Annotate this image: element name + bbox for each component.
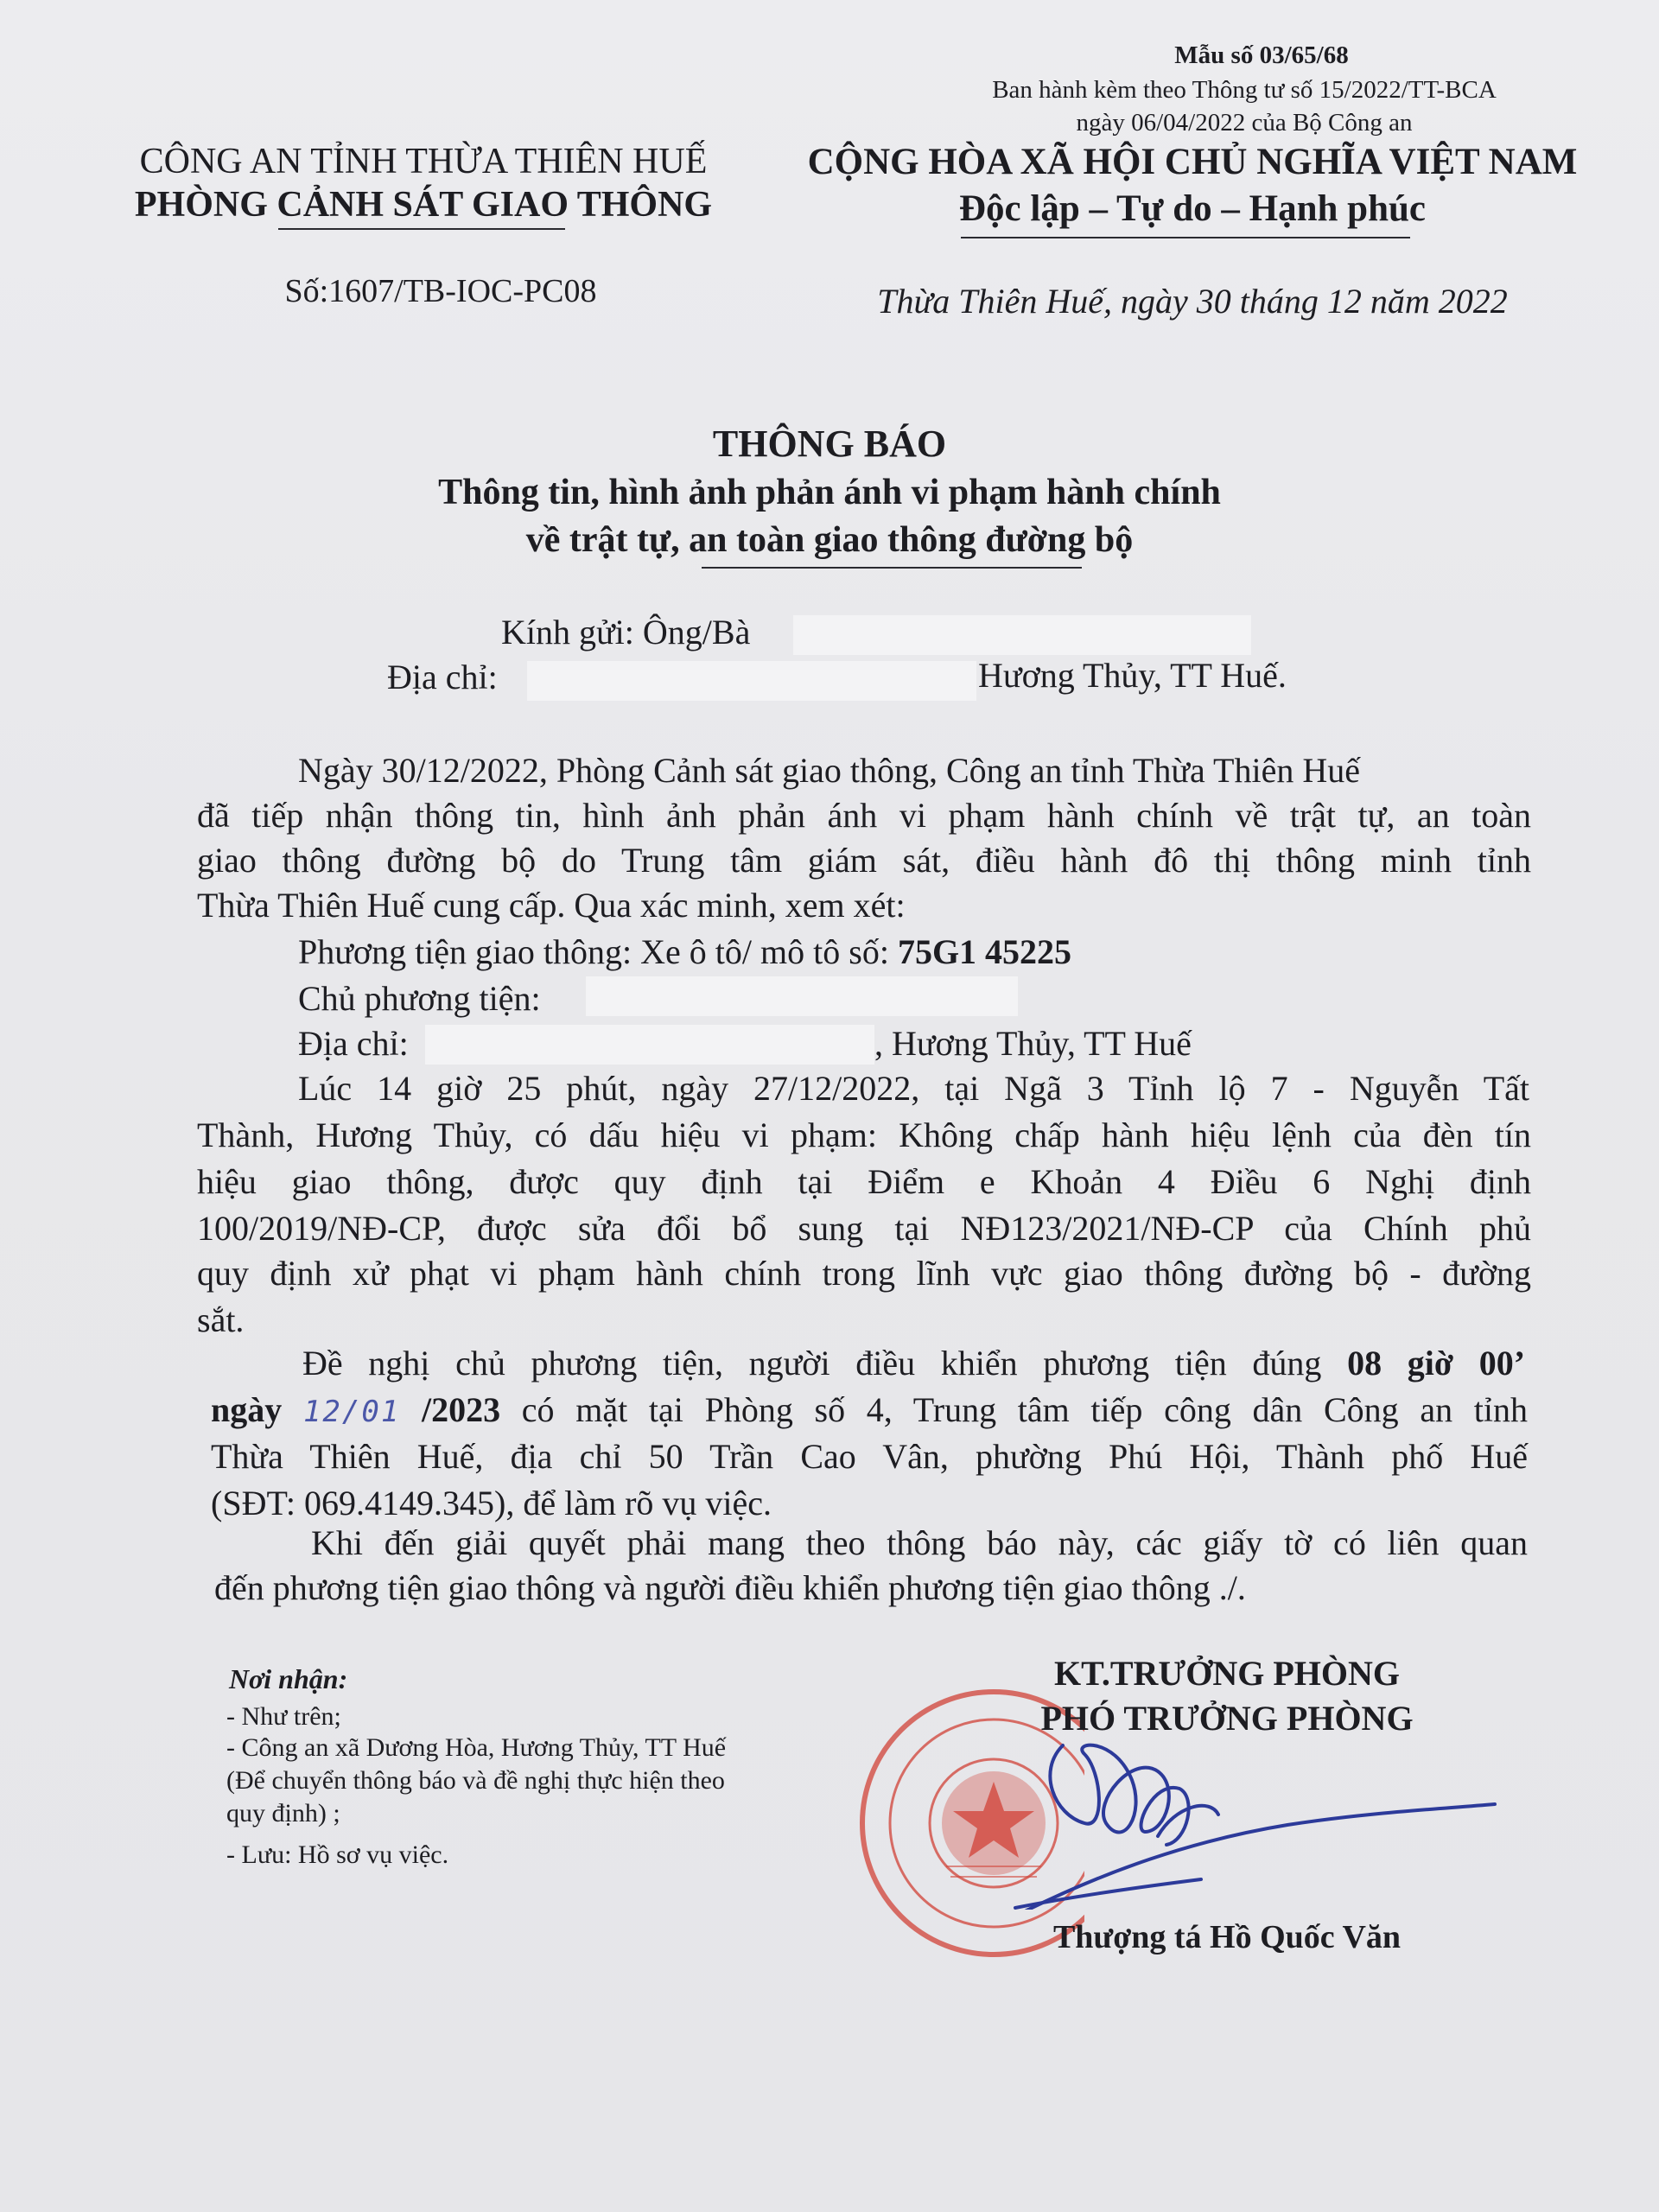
recipient-address-label: Địa chỉ:	[387, 658, 498, 696]
recipients-label: Nơi nhận:	[229, 1663, 348, 1694]
handwritten-appointment-date: 12/01	[302, 1395, 401, 1429]
document-number: Số:1607/TB-IOC-PC08	[284, 273, 597, 309]
document-title: THÔNG BÁO	[712, 423, 947, 465]
paragraph2-line3: hiệu giao thông, được quy định tại Điểm e Khoản 4 Điều 6 Nghị định	[197, 1162, 1531, 1201]
paragraph4-line1: Khi đến giải quyết phải mang theo thông báo này, các giấy tờ có liên quan	[311, 1523, 1528, 1562]
paragraph3-line4: (SĐT: 069.4149.345), để làm rõ vụ việc.	[211, 1484, 772, 1522]
motto-underline	[961, 237, 1410, 238]
document-subtitle-line1: Thông tin, hình ảnh phản ánh vi phạm hành chính	[438, 473, 1221, 512]
paragraph3-line1	[302, 1343, 1525, 1383]
appointment-place: có mặt tại Phòng số 4, Trung tâm tiếp công dân Công an tỉnh	[521, 1390, 1529, 1429]
paragraph3-request: Đề nghị chủ phương tiện, người điều khiển phương tiện đúng	[302, 1344, 1322, 1382]
vehicle-line	[298, 931, 1071, 972]
recipients-item: quy định) ;	[226, 1799, 340, 1827]
paragraph1-line1: Ngày 30/12/2022, Phòng Cảnh sát giao thông, Công an tỉnh Thừa Thiên Huế	[298, 751, 1360, 790]
document-subtitle-line2: về trật tự, an toàn giao thông đường bộ	[525, 520, 1134, 560]
signature-title-line1: KT.TRƯỞNG PHÒNG	[1054, 1654, 1400, 1693]
recipient-address-tail: Hương Thủy, TT Huế.	[978, 656, 1287, 695]
redacted-recipient-address	[527, 661, 976, 701]
vehicle-plate: 75G1 45225	[897, 932, 1072, 971]
paragraph1-line3: giao thông đường bộ do Trung tâm giám sát, điều hành đô thị thông minh tỉnh	[197, 841, 1531, 880]
owner-label: Chủ phương tiện:	[298, 979, 541, 1018]
signature-title-line2: PHÓ TRƯỞNG PHÒNG	[1040, 1699, 1414, 1738]
signer-name: Thượng tá Hồ Quốc Văn	[1052, 1919, 1402, 1955]
paragraph1-line2: đã tiếp nhận thông tin, hình ảnh phản ánh vi phạm hành chính về trật tự, an toàn	[197, 796, 1531, 835]
recipient-greeting: Kính gửi: Ông/Bà	[501, 613, 751, 652]
paragraph3-line2	[211, 1389, 1528, 1430]
owner-address-tail: , Hương Thủy, TT Huế	[874, 1024, 1192, 1063]
paragraph2-line6: sắt.	[197, 1300, 245, 1339]
redacted-recipient-name	[793, 615, 1251, 655]
issued-with-line1: Ban hành kèm theo Thông tư số 15/2022/TT-BCA	[992, 76, 1497, 104]
subtitle-underline	[702, 567, 1082, 569]
redacted-owner-name	[586, 976, 1018, 1016]
handwritten-signature-graphic	[1002, 1719, 1521, 1910]
recipients-item: (Để chuyển thông báo và đề nghị thực hiện theo	[226, 1766, 725, 1795]
form-number: Mẫu số 03/65/68	[1174, 41, 1349, 69]
owner-address-label: Địa chỉ:	[298, 1024, 409, 1063]
appointment-day-label: ngày	[211, 1390, 283, 1429]
recipients-item: - Lưu: Hồ sơ vụ việc.	[226, 1840, 449, 1869]
agency-name: CÔNG AN TỈNH THỪA THIÊN HUẾ	[139, 142, 708, 181]
appointment-time: 08 giờ 00’	[1347, 1344, 1526, 1382]
issued-with-line2: ngày 06/04/2022 của Bộ Công an	[1076, 109, 1413, 137]
appointment-year: /2023	[421, 1390, 501, 1429]
paragraph1-line4: Thừa Thiên Huế cung cấp. Qua xác minh, xem xét:	[197, 886, 906, 925]
paragraph2-line5: quy định xử phạt vi phạm hành chính trong lĩnh vực giao thông đường bộ - đường	[197, 1254, 1531, 1293]
department-underline	[278, 228, 565, 230]
paragraph2-line4: 100/2019/NĐ-CP, được sửa đổi bổ sung tại NĐ123/2021/NĐ-CP của Chính phủ	[197, 1209, 1531, 1248]
department-name: PHÒNG CẢNH SÁT GIAO THÔNG	[134, 185, 713, 225]
recipients-item: - Như trên;	[226, 1702, 341, 1731]
nation-name: CỘNG HÒA XÃ HỘI CHỦ NGHĨA VIỆT NAM	[807, 142, 1578, 182]
recipients-item: - Công an xã Dương Hòa, Hương Thủy, TT Huế	[226, 1733, 727, 1762]
paragraph3-line3: Thừa Thiên Huế, địa chỉ 50 Trần Cao Vân, phường Phú Hội, Thành phố Huế	[211, 1437, 1528, 1476]
vehicle-label: Phương tiện giao thông: Xe ô tô/ mô tô số:	[298, 932, 889, 971]
national-motto: Độc lập – Tự do – Hạnh phúc	[959, 188, 1426, 229]
paragraph2-line1: Lúc 14 giờ 25 phút, ngày 27/12/2022, tại Ngã 3 Tỉnh lộ 7 - Nguyễn Tất	[298, 1069, 1529, 1108]
paragraph2-line2: Thành, Hương Thủy, có dấu hiệu vi phạm: Không chấp hành hiệu lệnh của đèn tín	[197, 1116, 1531, 1154]
handwritten-signature-icon	[1002, 1719, 1521, 1910]
redacted-owner-address	[425, 1025, 874, 1065]
place-date: Thừa Thiên Huế, ngày 30 tháng 12 năm 2022	[877, 282, 1508, 321]
paragraph4-line2: đến phương tiện giao thông và người điều khiển phương tiện giao thông ./.	[214, 1568, 1246, 1607]
